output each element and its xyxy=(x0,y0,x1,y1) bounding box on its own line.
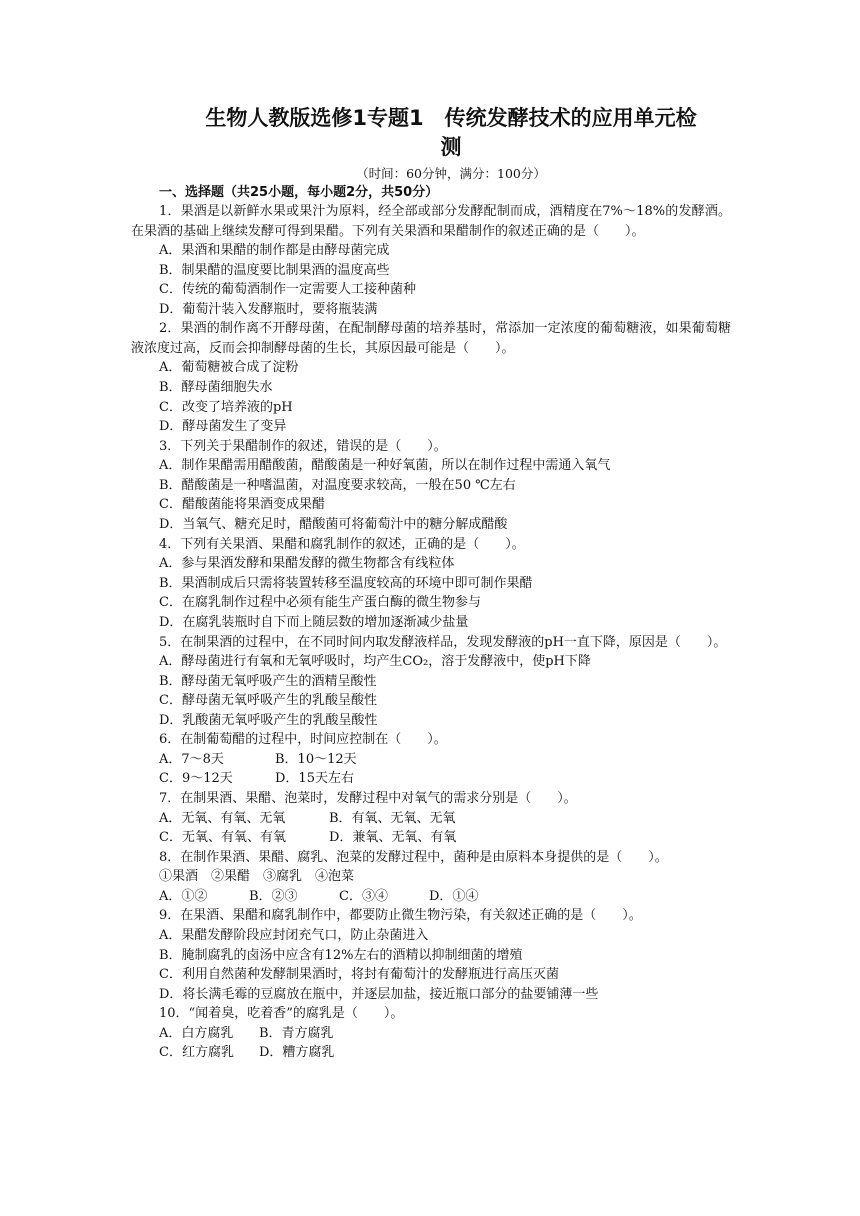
option: A．果酒和果醋的制作都是由酵母菌完成 xyxy=(159,243,390,258)
option: D．糟方腐乳 xyxy=(259,1045,335,1061)
option: D．15天左右 xyxy=(275,771,354,787)
option: D．兼氧、无氧、有氧 xyxy=(329,830,457,846)
option: A．白方腐乳 xyxy=(159,1025,234,1041)
option-row xyxy=(159,809,731,829)
question-stem: 3．下列关于果醋制作的叙述，错误的是（ ）。 xyxy=(159,438,447,454)
section-heading: 一、选择题（共25小题，每小题2分，共50分） xyxy=(159,185,439,200)
option: C．改变了培养液的pH xyxy=(159,399,293,415)
option: C．红方腐乳 xyxy=(159,1045,234,1061)
question-stem: 4．下列有关果酒、果醋和腐乳制作的叙述，正确的是（ ）。 xyxy=(159,536,525,552)
option: B．酵母菌无氧呼吸产生的酒精呈酸性 xyxy=(159,673,377,689)
option: A．参与果酒发酵和果醋发酵的微生物都含有线粒体 xyxy=(159,556,455,572)
exam-info: （时间：60分钟，满分：100分） xyxy=(356,166,546,181)
option: B．腌制腐乳的卤汤中应含有12%左右的酒精以抑制细菌的增殖 xyxy=(159,947,523,963)
option: B．制果醋的温度要比制果酒的温度高些 xyxy=(159,262,390,278)
option: A．7～8天 xyxy=(159,751,224,767)
question-stem: 2．果酒的制作离不开酵母菌，在配制酵母菌的培养基时，常添加一定浓度的葡萄糖液，如果葡萄糖液浓度过高，反而会抑制酵母菌的生长，其原因最可能是（ ）。 xyxy=(131,321,731,356)
option: B．醋酸菌是一种嗜温菌，对温度要求较高，一般在50 ℃左右 xyxy=(159,477,516,493)
option: C．酵母菌无氧呼吸产生的乳酸呈酸性 xyxy=(159,693,377,709)
option: D．乳酸菌无氧呼吸产生的乳酸呈酸性 xyxy=(159,712,378,728)
document-page xyxy=(131,104,731,1063)
option: A．无氧、有氧、无氧 xyxy=(159,810,286,826)
option: C．传统的葡萄酒制作一定需要人工接种菌种 xyxy=(159,282,416,298)
title-line-1: 生物人教版选修1专题1 传统发酵技术的应用单元检 xyxy=(205,106,697,130)
option: B．10～12天 xyxy=(275,751,357,767)
question-stem: 1．果酒是以新鲜水果或果汁为原料，经全部或部分发酵配制而成，酒精度在7%～18%的发酵酒。在果酒的基础上继续发酵可得到果醋。下列有关果酒和果醋制作的叙述正确的是（ ）。 xyxy=(131,204,731,239)
item-list: ①果酒 ②果醋 ③腐乳 ④泡菜 xyxy=(159,869,355,885)
option: C．无氧、有氧、有氧 xyxy=(159,830,286,846)
option: D．①④ xyxy=(429,888,479,904)
question-stem: 7．在制果酒、果醋、泡菜时，发酵过程中对氧气的需求分别是（ ）。 xyxy=(159,791,577,807)
page-title xyxy=(131,104,731,162)
option: C．利用自然菌种发酵制果酒时，将封有葡萄汁的发酵瓶进行高压灭菌 xyxy=(159,967,559,983)
option: C．在腐乳制作过程中必须有能生产蛋白酶的微生物参与 xyxy=(159,595,481,611)
question-stem: 10．“闻着臭，吃着香”的腐乳是（ ）。 xyxy=(159,1006,404,1022)
option-row xyxy=(159,1024,731,1044)
option: D．当氧气、糖充足时，醋酸菌可将葡萄汁中的糖分解成醋酸 xyxy=(159,517,508,533)
option: A．制作果醋需用醋酸菌，醋酸菌是一种好氧菌，所以在制作过程中需通入氧气 xyxy=(159,458,611,474)
option-row xyxy=(159,1043,731,1063)
option: B．青方腐乳 xyxy=(259,1025,334,1041)
option: A．果醋发酵阶段应封闭充气口，防止杂菌进入 xyxy=(159,927,429,943)
question-stem: 6．在制葡萄醋的过程中，时间应控制在（ ）。 xyxy=(159,732,447,748)
option-row xyxy=(159,769,731,789)
option-row xyxy=(159,750,731,770)
title-line-2: 测 xyxy=(440,135,462,159)
option: C．9～12天 xyxy=(159,771,233,787)
option: D．葡萄汁装入发酵瓶时，要将瓶装满 xyxy=(159,301,378,317)
option: B．果酒制成后只需将装置转移至温度较高的环境中即可制作果醋 xyxy=(159,575,533,591)
option: D．酵母菌发生了变异 xyxy=(159,419,287,435)
option: C．醋酸菌能将果酒变成果醋 xyxy=(159,497,325,513)
question-stem: 8．在制作果酒、果醋、腐乳、泡菜的发酵过程中，菌种是由原料本身提供的是（ ）。 xyxy=(159,849,668,865)
option-row xyxy=(159,828,731,848)
option: D．将长满毛霉的豆腐放在瓶中，并逐层加盐，接近瓶口部分的盐要铺薄一些 xyxy=(159,986,599,1002)
option: D．在腐乳装瓶时自下而上随层数的增加逐渐减少盐量 xyxy=(159,614,469,630)
option: B．有氧、无氧、无氧 xyxy=(329,810,456,826)
option-row xyxy=(159,887,731,907)
question-stem: 9．在果酒、果醋和腐乳制作中，都要防止微生物污染，有关叙述正确的是（ ）。 xyxy=(159,908,642,924)
option: A．葡萄糖被合成了淀粉 xyxy=(159,360,299,376)
option: C．③④ xyxy=(339,888,388,904)
option: B．②③ xyxy=(249,888,298,904)
option: A．①② xyxy=(159,888,208,904)
question-stem: 5．在制果酒的过程中，在不同时间内取发酵液样品，发现发酵液的pH一直下降，原因是（ ）。 xyxy=(159,634,727,650)
option: B．酵母菌细胞失水 xyxy=(159,379,273,395)
option: A．酵母菌进行有氧和无氧呼吸时，均产生CO₂，溶于发酵液中，使pH下降 xyxy=(159,654,591,669)
